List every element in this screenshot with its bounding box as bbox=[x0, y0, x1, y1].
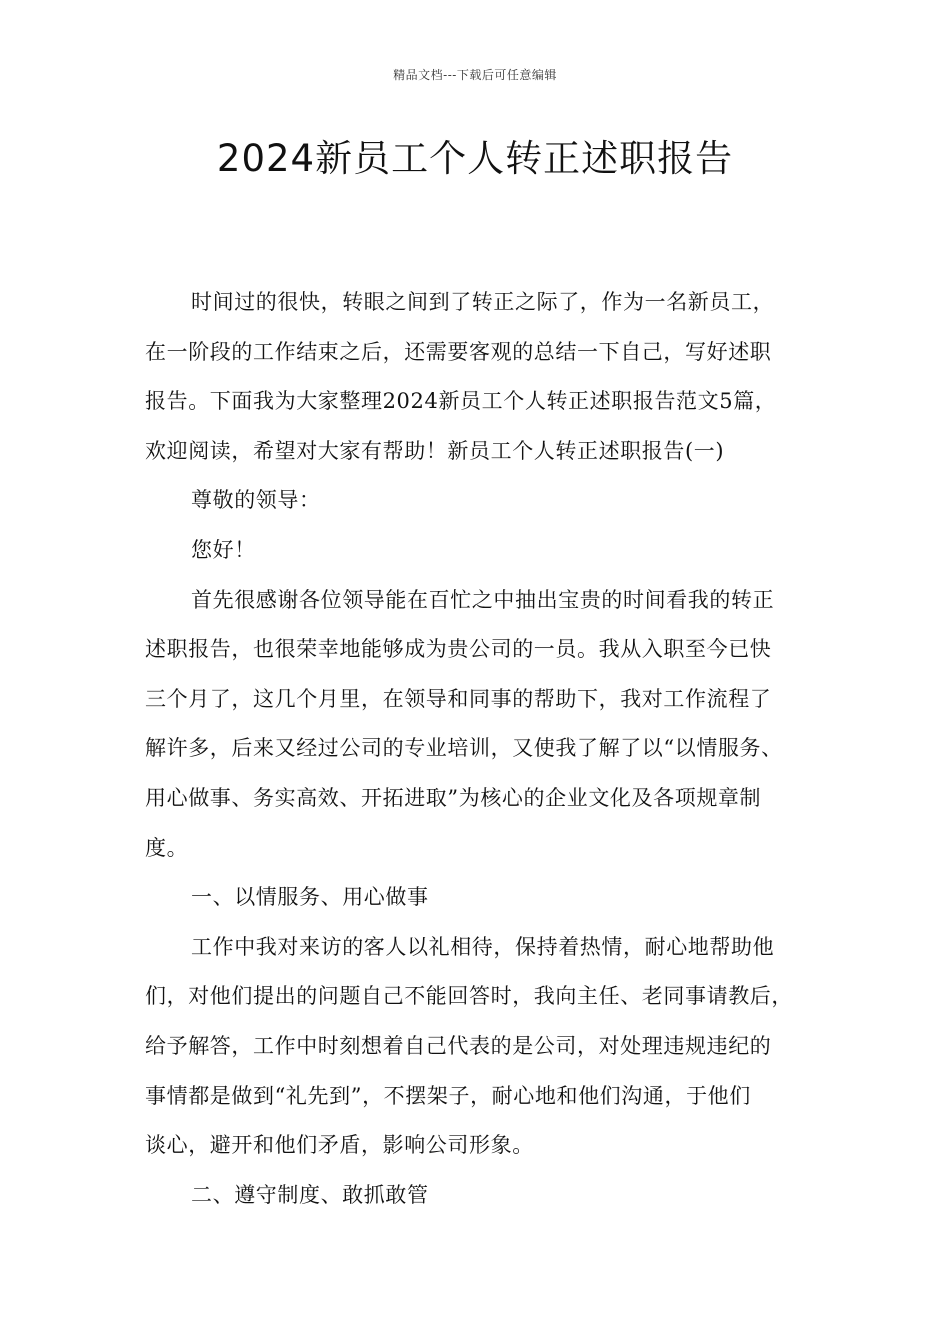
paragraph-line: 首先很感谢各位领导能在百忙之中抽出宝贵的时间看我的转正 bbox=[191, 587, 775, 612]
document-body bbox=[145, 283, 835, 1225]
paragraph-line: 事情都是做到“礼先到”，不摆架子，耐心地和他们沟通，于他们 bbox=[145, 1083, 751, 1108]
section-heading: 二、遵守制度、敢抓敢管 bbox=[191, 1182, 429, 1207]
paragraph-line: 谈心，避开和他们矛盾，影响公司形象。 bbox=[145, 1133, 534, 1158]
paragraph-line: 报告。下面我为大家整理2024新员工个人转正述职报告范文5篇， bbox=[145, 389, 777, 414]
greeting-line: 您好！ bbox=[191, 537, 256, 562]
paragraph-line: 给予解答，工作中时刻想着自己代表的是公司，对处理违规违纪的 bbox=[145, 1033, 772, 1058]
paragraph-line: 述职报告，也很荣幸地能够成为贵公司的一员。我从入职至今已快 bbox=[145, 637, 772, 662]
section-heading: 一、以情服务、用心做事 bbox=[191, 885, 429, 910]
paragraph-line: 在一阶段的工作结束之后，还需要客观的总结一下自己，写好述职 bbox=[145, 339, 772, 364]
header-watermark-text: 精品文档---下载后可任意编辑 bbox=[393, 68, 557, 82]
paragraph-line: 解许多，后来又经过公司的专业培训，又使我了解了以“以情服务、 bbox=[145, 736, 783, 761]
paragraph-line: 三个月了，这几个月里，在领导和同事的帮助下，我对工作流程了 bbox=[145, 686, 772, 711]
paragraph-line: 时间过的很快，转眼之间到了转正之际了，作为一名新员工， bbox=[191, 290, 775, 314]
paragraph-line: 用心做事、务实高效、开拓进取”为核心的企业文化及各项规章制 bbox=[145, 785, 762, 810]
paragraph-line: 们，对他们提出的问题自己不能回答时，我向主任、老同事请教后， bbox=[145, 984, 793, 1009]
paragraph-line: 工作中我对来访的客人以礼相待，保持着热情，耐心地帮助他 bbox=[191, 934, 775, 959]
salutation-line: 尊敬的领导： bbox=[191, 488, 321, 513]
page-header bbox=[0, 66, 950, 83]
paragraph-line: 度。 bbox=[145, 835, 189, 860]
paragraph-line: 欢迎阅读，希望对大家有帮助！新员工个人转正述职报告(一) bbox=[145, 438, 725, 463]
document-title: 2024新员工个人转正述职报告 bbox=[216, 137, 734, 180]
